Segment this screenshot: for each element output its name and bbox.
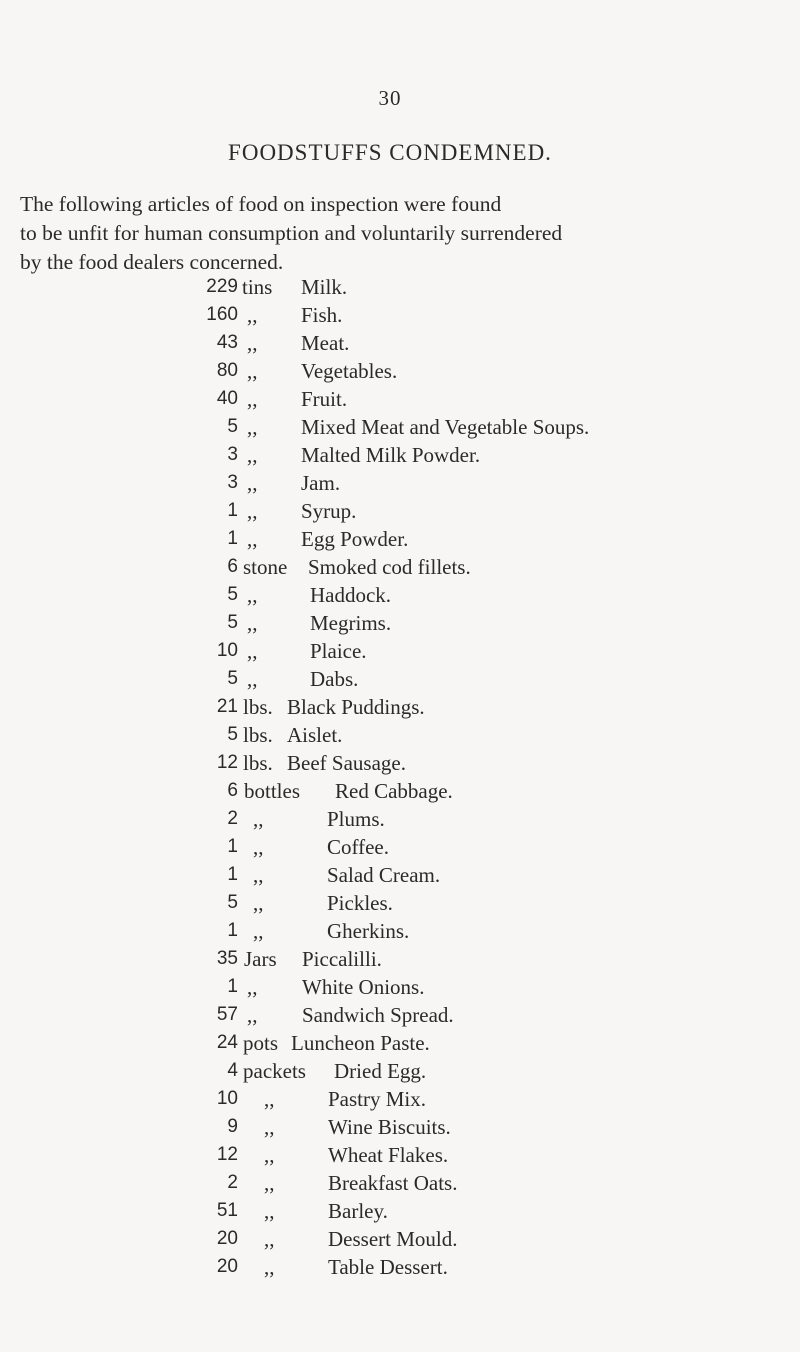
item-name: Salad Cream. [327,863,441,887]
unit: stone [243,555,288,579]
list-item [0,1197,780,1225]
list-item [0,1085,780,1113]
ditto-mark: ,, [247,331,258,355]
list-item [0,525,780,553]
list-item [0,665,780,693]
intro-paragraph [20,190,742,277]
ditto-mark: ,, [264,1143,275,1167]
page-number: 30 [378,86,402,110]
quantity: 4 [227,1060,238,1081]
ditto-mark: ,, [264,1255,275,1279]
ditto-mark: ,, [253,807,264,831]
ditto-mark: ,, [247,359,258,383]
ditto-mark: ,, [247,303,258,327]
quantity: 43 [216,332,238,353]
item-name: Fruit. [301,387,348,411]
item-name: Jam. [301,471,341,495]
item-name: Wine Biscuits. [328,1115,451,1139]
list-item [0,749,780,777]
ditto-mark: ,, [247,443,258,467]
list-item [0,721,780,749]
list-item [0,1001,780,1029]
ditto-mark: ,, [247,527,258,551]
item-name: Table Dessert. [328,1255,448,1279]
ditto-mark: ,, [253,835,264,859]
page-title: FOODSTUFFS CONDEMNED. [228,140,552,165]
item-name: Gherkins. [327,919,410,943]
ditto-mark: ,, [264,1171,275,1195]
item-name: Meat. [301,331,350,355]
intro-line: by the food dealers concerned. [20,250,284,274]
intro-line: The following articles of food on inspection were found [20,192,502,216]
item-name: Dabs. [310,667,359,691]
item-name: Syrup. [301,499,357,523]
quantity: 1 [227,976,238,997]
quantity: 10 [216,640,238,661]
quantity: 1 [227,920,238,941]
list-item [0,329,780,357]
quantity: 5 [227,416,238,437]
list-item [0,1113,780,1141]
item-name: Vegetables. [301,359,398,383]
quantity: 5 [227,612,238,633]
ditto-mark: ,, [247,471,258,495]
ditto-mark: ,, [247,499,258,523]
item-name: Sandwich Spread. [302,1003,454,1027]
list-item [0,1253,780,1281]
quantity: 2 [227,1172,238,1193]
list-item [0,553,780,581]
item-name: Beef Sausage. [287,751,406,775]
item-name: Aislet. [287,723,343,747]
item-name: White Onions. [302,975,425,999]
list-item [0,385,780,413]
quantity: 1 [227,528,238,549]
ditto-mark: ,, [247,975,258,999]
item-name: Egg Powder. [301,527,409,551]
quantity: 1 [227,500,238,521]
quantity: 20 [216,1256,238,1277]
item-name: Red Cabbage. [335,779,453,803]
list-item [0,497,780,525]
list-item [0,273,780,301]
item-name: Fish. [301,303,343,327]
list-item [0,805,780,833]
quantity: 160 [206,304,238,325]
quantity: 2 [227,808,238,829]
list-item [0,693,780,721]
item-name: Breakfast Oats. [328,1171,458,1195]
list-item [0,1225,780,1253]
quantity: 80 [216,360,238,381]
unit: lbs. [243,751,273,775]
quantity: 6 [227,780,238,801]
list-item [0,945,780,973]
list-item [0,301,780,329]
condemned-items-list [0,273,780,1281]
quantity: 24 [216,1032,238,1053]
item-name: Black Puddings. [287,695,425,719]
item-name: Pastry Mix. [328,1087,427,1111]
ditto-mark: ,, [264,1227,275,1251]
unit: bottles [244,779,300,803]
quantity: 40 [216,388,238,409]
unit: packets [243,1059,306,1083]
unit: lbs. [243,695,273,719]
quantity: 6 [227,556,238,577]
list-item [0,469,780,497]
list-item [0,357,780,385]
item-name: Haddock. [310,583,392,607]
quantity: 20 [216,1228,238,1249]
item-name: Barley. [328,1199,388,1223]
list-item [0,441,780,469]
ditto-mark: ,, [264,1087,275,1111]
quantity: 21 [216,696,238,717]
list-item [0,637,780,665]
item-name: Mixed Meat and Vegetable Soups. [301,415,590,439]
ditto-mark: ,, [253,919,264,943]
quantity: 1 [227,836,238,857]
list-item [0,777,780,805]
quantity: 3 [227,472,238,493]
item-name: Malted Milk Powder. [301,443,481,467]
quantity: 51 [216,1200,238,1221]
unit: Jars [244,947,277,971]
ditto-mark: ,, [264,1115,275,1139]
item-name: Coffee. [327,835,390,859]
item-name: Piccalilli. [302,947,382,971]
list-item [0,889,780,917]
ditto-mark: ,, [253,863,264,887]
quantity: 35 [216,948,238,969]
ditto-mark: ,, [247,639,258,663]
ditto-mark: ,, [247,387,258,411]
unit: lbs. [243,723,273,747]
item-name: Smoked cod fillets. [308,555,471,579]
list-item [0,1169,780,1197]
quantity: 5 [227,584,238,605]
quantity: 12 [216,752,238,773]
item-name: Megrims. [310,611,392,635]
quantity: 5 [227,892,238,913]
item-name: Plaice. [310,639,367,663]
list-item [0,1141,780,1169]
list-item [0,917,780,945]
item-name: Plums. [327,807,385,831]
quantity: 5 [227,668,238,689]
item-name: Milk. [301,275,348,299]
quantity: 5 [227,724,238,745]
ditto-mark: ,, [253,891,264,915]
item-name: Wheat Flakes. [328,1143,449,1167]
item-name: Pickles. [327,891,393,915]
list-item [0,861,780,889]
list-item [0,1057,780,1085]
ditto-mark: ,, [247,583,258,607]
unit: pots [243,1031,279,1055]
list-item [0,833,780,861]
quantity: 57 [216,1004,238,1025]
quantity: 10 [216,1088,238,1109]
list-item [0,1029,780,1057]
list-item [0,973,780,1001]
item-name: Dried Egg. [334,1059,427,1083]
ditto-mark: ,, [264,1199,275,1223]
list-item [0,413,780,441]
ditto-mark: ,, [247,1003,258,1027]
quantity: 229 [206,276,238,297]
ditto-mark: ,, [247,611,258,635]
ditto-mark: ,, [247,415,258,439]
quantity: 3 [227,444,238,465]
quantity: 9 [227,1116,238,1137]
item-name: Luncheon Paste. [291,1031,430,1055]
unit: tins [242,275,273,299]
quantity: 1 [227,864,238,885]
intro-line: to be unfit for human consumption and voluntarily surrendered [20,221,563,245]
item-name: Dessert Mould. [328,1227,458,1251]
ditto-mark: ,, [247,667,258,691]
list-item [0,609,780,637]
list-item [0,581,780,609]
quantity: 12 [216,1144,238,1165]
